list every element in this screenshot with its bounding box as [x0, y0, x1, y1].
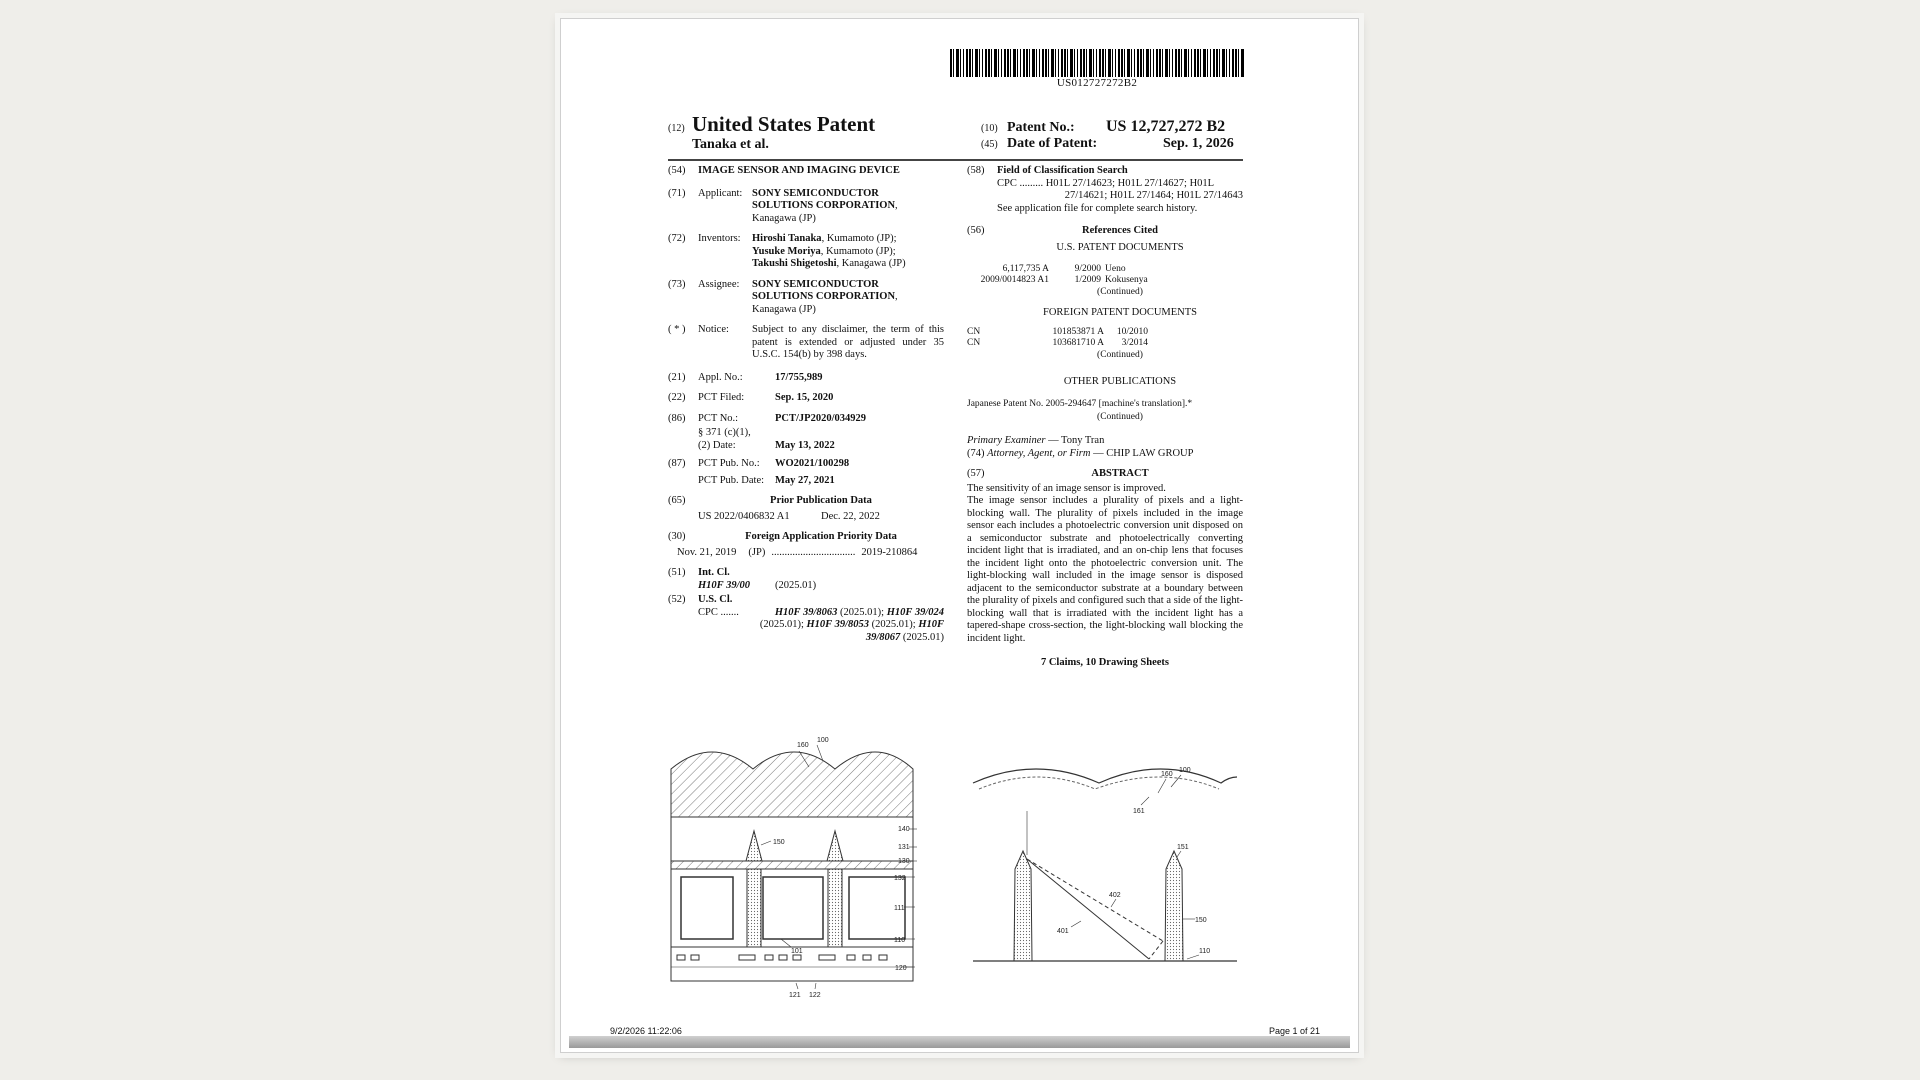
code-12: (12) — [668, 123, 685, 134]
abstract-heading: ABSTRACT — [1091, 468, 1149, 479]
us-reference-row: 2009/0014823 A1 1/2009 Kokusenya — [980, 275, 1148, 285]
prior-pub-no: US 2022/0406832 A1 — [698, 510, 790, 522]
svg-text:131: 131 — [898, 844, 910, 851]
page-bottom-strip — [569, 1036, 1350, 1048]
svg-text:160: 160 — [1161, 771, 1173, 778]
s371-date: May 13, 2022 — [775, 439, 835, 451]
patent-page — [560, 18, 1359, 1053]
code-10: (10) — [981, 123, 998, 134]
barcode — [950, 49, 1244, 77]
authors: Tanaka et al. — [692, 137, 769, 152]
other-pubs-heading: OTHER PUBLICATIONS — [1063, 375, 1177, 387]
svg-text:401: 401 — [1057, 928, 1069, 935]
left-column: (54) IMAGE SENSOR AND IMAGING DEVICE (71) Applicant: SONY SEMICONDUCTOR SOLUTIONS CORPORATION, Kanagawa (JP) (72) Inventors: Hiroshi Tanaka, Kumamoto (JP); Yusuke Moriya, Kumamoto (JP); Takushi Shigetoshi, Kanagawa (JP) (73) Assignee: SONY SEMICONDUCTOR SOLUTIONS CORPORATION, Kanagawa (JP) ( * ) Notice: Subject to any disclaimer, the term of this patent is extended or adjusted under 35 U.S.C. 154(b) by 398 days. (21) Appl. No.: 17/755,989 (22) PCT Filed: Sep. 15, 2020 (86) PCT No.: PCT/JP2020/034929 § 371 (c)(1), (2) Date: May 13, 2022 (87) PCT Pub. No.: WO2021/100298 PCT Pub. Date: May 27, 2021 (65) Prior Publication Data US 2022/0406832 A1 Dec. 22, 2022 (30) Foreign Application Priority Data Nov. 21, 2019 (JP) ................................ 2019-210864 (51) Int. Cl. H10F 39/00 (2025.01) (52) U.S. Cl. CPC ....... H10F 39/8063 (2025.01); H10F 39/024 (2025.01); H10F 39/8053 (2025.01); H10F 39/8067 (2025.01) — [668, 165, 944, 643]
us-references — [967, 264, 1243, 286]
svg-text:160: 160 — [797, 742, 809, 749]
page-number: Page 1 of 21 — [1269, 1026, 1321, 1036]
applicant: SONY SEMICONDUCTOR SOLUTIONS CORPORATION, Kanagawa (JP) — [752, 187, 898, 224]
patent-no-label: Patent No.: — [1007, 120, 1075, 135]
invention-title: IMAGE SENSOR AND IMAGING DEVICE — [698, 165, 900, 176]
pct-pub-date: May 27, 2021 — [775, 474, 835, 486]
svg-text:150: 150 — [1195, 917, 1207, 924]
primary-examiner: Primary Examiner — Tony Tran — [967, 435, 1105, 446]
foreign-reference-row: CN 101853871 A 10/2010 — [967, 327, 1148, 337]
field-search-heading: Field of Classification Search — [997, 165, 1128, 176]
svg-text:161: 161 — [1133, 808, 1145, 815]
svg-text:110: 110 — [1199, 948, 1211, 955]
svg-text:122: 122 — [809, 992, 821, 999]
date-of-patent-label: Date of Patent: — [1007, 136, 1098, 151]
svg-text:110: 110 — [894, 937, 906, 944]
other-publication: Japanese Patent No. 2005-294647 [machine's translation].* — [967, 399, 1193, 409]
print-timestamp: 9/2/2026 11:22:06 — [610, 1026, 682, 1036]
svg-text:151: 151 — [1177, 844, 1189, 851]
abstract-body: The image sensor includes a plurality of pixels and a light-blocking wall. The plurality of pixels included in the image sensor each includes a photoelectric conversion unit disposed on a semiconductor substrate and photoelectrically converting incident light that is irradiated, and an on-chip lens that focuses the incident light onto the photoelectric conversion unit. The light-blocking wall included in the image sensor is disposed adjacent to the semiconductor substrate at a boundary between the plurality of pixels and configured such that a side of the light-blocking wall that is irradiated with the incident light has a tapered-shape cross-section, the light-blocking wall blocking the incident light. — [967, 495, 1243, 644]
foreign-priority-heading: Foreign Application Priority Data — [745, 531, 897, 542]
svg-text:121: 121 — [789, 992, 801, 999]
us-reference-row: 6,117,735 A 9/2000 Ueno — [1002, 264, 1126, 274]
foreign-priority-row: Nov. 21, 2019 (JP) ................................ 2019-210864 — [677, 546, 918, 558]
abstract-line1: The sensitivity of an image sensor is improved. — [967, 482, 1166, 494]
us-cl-cpc: CPC ....... H10F 39/8063 (2025.01); H10F 39/024 (2025.01); H10F 39/8053 (2025.01); H10F 39/8067 (2025.01) — [698, 606, 944, 643]
inventors: Hiroshi Tanaka, Kumamoto (JP); Yusuke Moriya, Kumamoto (JP); Takushi Shigetoshi, Kanagawa (JP) — [752, 233, 906, 269]
field-search-cpc: CPC ......... H01L 27/14623; H01L 27/14627; H01L 27/14621; H01L 27/1464; H01L 27/14643 See application file for complete search history. — [997, 177, 1243, 214]
assignee: SONY SEMICONDUCTOR SOLUTIONS CORPORATION, Kanagawa (JP) — [752, 278, 898, 315]
notice: Subject to any disclaimer, the term of this patent is extended or adjusted under 35 U.S.C. 154(b) by 398 days. — [752, 324, 944, 360]
patent-title-heading: United States Patent — [692, 112, 876, 136]
svg-text:140: 140 — [898, 826, 910, 833]
header-rule — [668, 159, 1243, 161]
us-docs-heading: U.S. PATENT DOCUMENTS — [1056, 241, 1184, 253]
light-path-figure-right — [971, 759, 1241, 969]
attorney: (74) Attorney, Agent, or Firm — CHIP LAW GROUP — [967, 447, 1194, 459]
patent-number: US 12,727,272 B2 — [1106, 118, 1226, 135]
cross-section-figure-left — [669, 727, 919, 1002]
foreign-docs-heading: FOREIGN PATENT DOCUMENTS — [1042, 306, 1198, 318]
claims-summary: 7 Claims, 10 Drawing Sheets — [1040, 657, 1170, 668]
svg-text:150: 150 — [773, 839, 785, 846]
svg-text:100: 100 — [817, 737, 829, 744]
right-column: (58) Field of Classification Search CPC ......... H01L 27/14623; H01L 27/14627; H01L 27/14621; H01L 27/1464; H01L 27/14643 See application file for complete search history. (56) References Cited U.S. PATENT DOCUMENTS 6,117,735 A 9/2000 Ueno 2009/0014823 A1 1/2009 Kokusenya (Continued) FOREIGN PATENT DOCUMENTS CN 101853871 A 10/2010 CN 103681710 A 3/2014 (Continued) OTHER PUBLICATIONS Japanese Patent No. 2005-294647 [machine's translation].* (Continued) Primary Examiner — Tony Tran (74) Attorney, Agent, or Firm — CHIP LAW GROUP (57) ABSTRACT The sensitivity of an image sensor is improved. The image sensor includes a plurality of pixels and a light-blocking wall. The plurality of pixels included in the image sensor each includes a photoelectric conversion unit disposed on a semiconductor substrate and photoelectrically converting incident light that is irradiated, and an on-chip lens that focuses the incident light onto the photoelectric conversion unit. The light-blocking wall included in the image sensor is disposed adjacent to the semiconductor substrate at a boundary between the plurality of pixels and configured such that a side of the light-blocking wall that is irradiated with the incident light has a tapered-shape cross-section, the light-blocking wall blocking the incident light. 7 Claims, 10 Drawing Sheets — [967, 165, 1243, 668]
pct-filed: Sep. 15, 2020 — [775, 392, 834, 403]
prior-pub-date: Dec. 22, 2022 — [821, 510, 880, 522]
svg-text:100: 100 — [1179, 767, 1191, 774]
references-heading: References Cited — [1082, 225, 1158, 236]
svg-text:132: 132 — [894, 875, 906, 882]
code-45: (45) — [981, 139, 998, 150]
appl-no: 17/755,989 — [775, 371, 823, 383]
svg-text:402: 402 — [1109, 892, 1121, 899]
svg-text:120: 120 — [895, 965, 907, 972]
svg-text:130: 130 — [898, 858, 910, 865]
int-cl-code: H10F 39/00 — [698, 579, 751, 591]
date-of-patent: Sep. 1, 2026 — [1163, 136, 1234, 151]
pct-pub-no: WO2021/100298 — [775, 458, 850, 469]
light-wall-right — [1165, 851, 1183, 961]
foreign-references — [967, 327, 1243, 349]
svg-text:111: 111 — [894, 905, 905, 912]
foreign-reference-row: CN 103681710 A 3/2014 — [967, 338, 1148, 348]
pct-no: PCT/JP2020/034929 — [775, 412, 866, 424]
prior-pub-heading: Prior Publication Data — [770, 495, 872, 506]
barcode-number: US012727272B2 — [1056, 77, 1138, 89]
light-wall-left — [1014, 851, 1032, 961]
svg-text:101: 101 — [791, 948, 803, 955]
